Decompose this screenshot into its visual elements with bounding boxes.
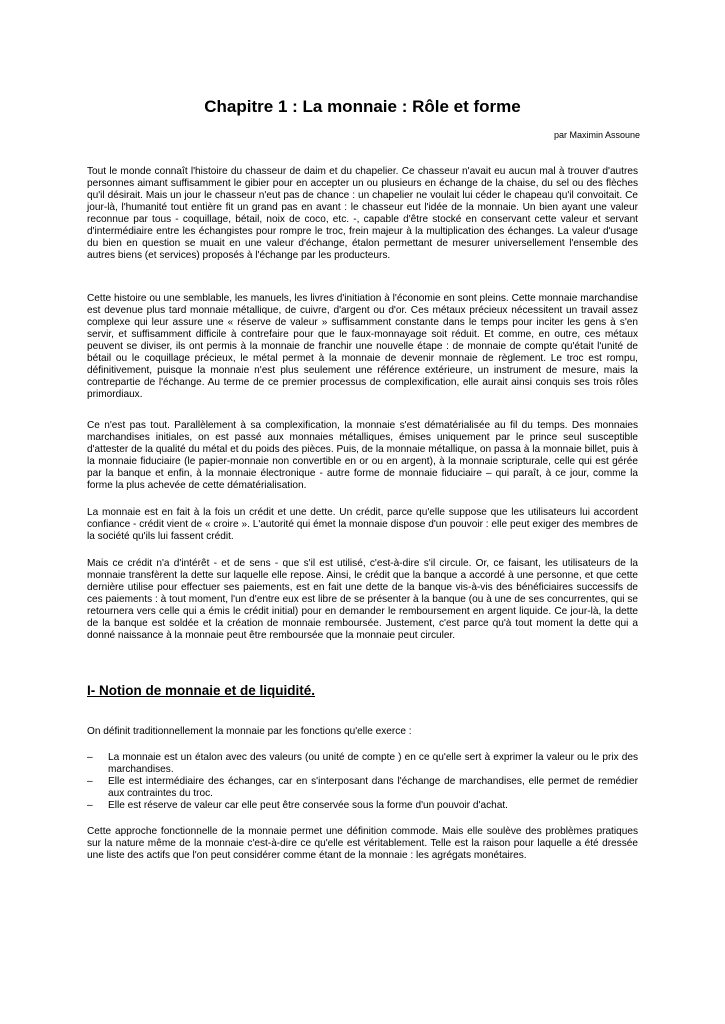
paragraph-5: Mais ce crédit n'a d'intérêt - et de sens - que s'il est utilisé, c'est-à-dire s'il circule. Or, ce faisant, les utilisateurs de la monnaie transfèrent la dette sur laquelle elle repose. Ainsi, le crédit que la banque a accordé à une personne, et que cette dernière utilise pour effectuer ses paiements, est en fait une dette de la banque vis-à-vis des bénéficiaires successifs de ces paiements : à tout moment, l'un d'entre eux est libre de se présenter à la banque (ou à une de ses concurrentes, qui se retournera vers celle qui a émis le crédit initial) pour en demander le remboursement en argent liquide. Ce jour-là, la dette de la banque est soldée et la création de monnaie remboursée. Justement, c'est parce qu'à tout moment la dette qui a donné naissance à la monnaie peut être remboursée que la monnaie peut circuler. — [87, 558, 638, 641]
chapter-title: Chapitre 1 : La monnaie : Rôle et forme — [204, 97, 521, 116]
conclusion-paragraph: Cette approche fonctionnelle de la monnaie permet une définition commode. Mais elle soulève des problèmes pratiques sur la nature même de la monnaie c'est-à-dire ce qu'elle est véritablement. Telle est la raison pour laquelle a été dressée une liste des actifs que l'on peut considérer comme étant de la monnaie : les agrégats monétaires. — [87, 826, 638, 861]
bullet-dash: – — [87, 800, 93, 811]
paragraph-4: La monnaie est en fait à la fois un crédit et une dette. Un crédit, parce qu'elle suppose que les utilisateurs lui accordent confiance - crédit vient de « croire ». L'autorité qui émet la monnaie dispose d'un pouvoir : elle peut exiger des membres de la société qu'ils lui fassent crédit. — [87, 507, 638, 542]
paragraph-3: Ce n'est pas tout. Parallèlement à sa complexification, la monnaie s'est dématérialisée au fil du temps. Des monnaies marchandises initiales, on est passé aux monnaies métalliques, émises uniquement par le prince seul susceptible d'attester de la qualité du métal et du poids des pièces. Puis, de la monnaie métallique, on passa à la monnaie billet, puis à la monnaie fiduciaire (le papier-monnaie non convertible en or ou en argent), à la monnaie scripturale, celle qui est gérée par la banque et enfin, à la monnaie électronique - autre forme de monnaie fiduciaire – qui paraît, à ce jour, comme la forme la plus achevée de cette dématérialisation. — [87, 420, 638, 491]
paragraph-2: Cette histoire ou une semblable, les manuels, les livres d'initiation à l'économie en sont pleins. Cette monnaie marchandise est devenue plus tard monnaie métallique, de cuivre, d'argent ou d'or. Ces métaux précieux nécessitent un travail assez complexe qui leur assure une « réserve de valeur » suffisamment constante dans le temps pour inciter les gens à s'en servir, et suffisamment difficile à contrefaire pour que le faux-monnayage soit réduit. Et comme, en outre, ces métaux peuvent se diviser, ils ont permis à la monnaie de franchir une nouvelle étape : de monnaie de compte qu'était l'unité de bétail ou le coquillage précieux, le métal permet à la monnaie de devenir monnaie de règlement. Le troc est rompu, définitivement, puisque la monnaie n'est plus seulement une référence extérieure, un instrument de mesure, mais la contrepartie de l'échange. Au terme de ce premier processus de complexification, elle aurait ainsi conquis ses trois rôles primordiaux. — [87, 293, 638, 400]
intro-line: On définit traditionnellement la monnaie par les fonctions qu'elle exerce : — [87, 726, 412, 737]
list-item — [87, 776, 638, 800]
list-item-text: La monnaie est un étalon avec des valeurs (ou unité de compte ) en ce qu'elle sert à exprimer la valeur ou le prix des marchandises. — [108, 752, 638, 775]
section-heading: I- Notion de monnaie et de liquidité. — [87, 683, 316, 698]
list-item — [87, 752, 638, 776]
list-item — [87, 800, 638, 812]
paragraph-1: Tout le monde connaît l'histoire du chasseur de daim et du chapelier. Ce chasseur n'avait eu aucun mal à trouver d'autres personnes aimant suffisamment le gibier pour en accepter un ou plusieurs en échange de la chaise, du sel ou des flèches qu'il désirait. Mais un jour le chasseur n'eut pas de chance : un chapelier ne voulait lui céder le chapeau qu'il convoitait. Ce jour-là, l'humanité tout entière fit un grand pas en avant : le chasseur eut l'idée de la monnaie. Un bien ayant une valeur reconnue par tous - coquillage, bétail, noix de coco, etc. -, capable d'être stocké en conservant cette valeur et servant d'intermédiaire entre les échangistes pour rompre le troc, frein majeur à la multiplication des échanges. La valeur d'usage du bien en question se muait en une valeur d'échange, étalon permettant de mesurer universellement l'ensemble des autres biens (et services) proposés à l'échange par les producteurs. — [87, 166, 638, 261]
author-line: par Maximin Assoune — [553, 130, 640, 140]
bullet-dash: – — [87, 776, 93, 787]
function-list — [87, 752, 638, 812]
bullet-dash: – — [87, 752, 93, 763]
list-item-text: Elle est réserve de valeur car elle peut être conservée sous la forme d'un pouvoir d'achat. — [108, 800, 508, 811]
list-item-text: Elle est intermédiaire des échanges, car en s'interposant dans l'échange de marchandises, elle permet de remédier aux contraintes du troc. — [108, 776, 638, 799]
